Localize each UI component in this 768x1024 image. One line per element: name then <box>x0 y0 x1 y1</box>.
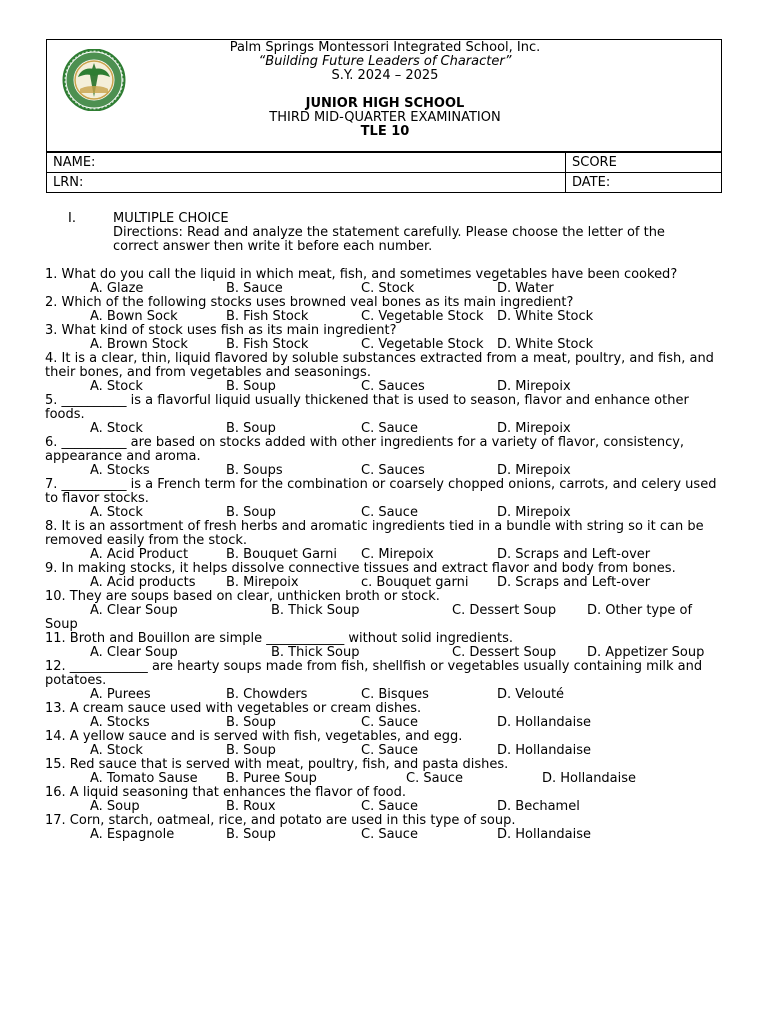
question-options <box>45 338 721 352</box>
question-text: 1. What do you call the liquid in which meat, fish, and sometimes vegetables have been cooked? <box>45 267 678 282</box>
answer-option: B. Thick Soup <box>271 603 360 618</box>
section-title: MULTIPLE CHOICE <box>113 211 229 226</box>
answer-option: c. Bouquet garni <box>361 575 469 590</box>
answer-option: D. Scraps and Left-over <box>497 547 651 562</box>
answer-option: C. Sauce <box>361 715 418 730</box>
question-text: 3. What kind of stock uses fish as its main ingredient? <box>45 323 397 338</box>
question-text: 7. __________ is a French term for the combination or coarsely chopped onions, carrots, and celery used to flavor stocks. <box>45 477 717 506</box>
school-name: Palm Springs Montessori Integrated School, Inc. <box>229 40 541 55</box>
answer-option: B. Puree Soup <box>226 771 317 786</box>
answer-option: D. Appetizer Soup <box>587 645 705 660</box>
answer-option: A. Stock <box>90 743 143 758</box>
answer-option: B. Soup <box>226 421 276 436</box>
answer-option: C. Sauces <box>361 379 425 394</box>
answer-option: D. Scraps and Left-over <box>497 575 651 590</box>
answer-option: C. Sauce <box>361 799 418 814</box>
question-text: 12. ____________ are hearty soups made from fish, shellfish or vegetables usually containing milk and potatoes. <box>45 659 703 688</box>
answer-option: D. Hollandaise <box>542 771 637 786</box>
question-options <box>45 772 721 786</box>
answer-option: C. Sauce <box>361 743 418 758</box>
answer-option: A. Stock <box>90 421 143 436</box>
date-field[interactable]: DATE: <box>566 173 722 193</box>
answer-option: C. Stock <box>361 281 415 296</box>
answer-option: B. Fish Stock <box>226 309 309 324</box>
answer-option: D. Water <box>497 281 554 296</box>
section-directions: Directions: Read and analyze the statement carefully. Please choose the letter of the correct answer then write it before each number. <box>113 225 665 254</box>
answer-option: A. Stock <box>90 505 143 520</box>
option-continuation: Soup <box>45 617 78 632</box>
question-options <box>45 380 721 394</box>
question-options <box>45 310 721 324</box>
answer-option: C. Sauce <box>361 505 418 520</box>
answer-option: A. Glaze <box>90 281 144 296</box>
answer-option: D. Mirepoix <box>497 505 571 520</box>
question-options <box>45 422 721 436</box>
student-info-table <box>46 152 722 193</box>
header-text-block <box>47 41 723 139</box>
answer-option: C. Vegetable Stock <box>361 337 484 352</box>
question-text: 9. In making stocks, it helps dissolve connective tissues and extract flavor and body from bones. <box>45 561 676 576</box>
answer-option: B. Sauce <box>226 281 283 296</box>
answer-option: A. Tomato Sause <box>90 771 198 786</box>
answer-option: D. Bechamel <box>497 799 580 814</box>
answer-option: A. Stocks <box>90 715 150 730</box>
question-options <box>45 744 721 758</box>
exam-header <box>46 39 722 152</box>
question-text: 11. Broth and Bouillon are simple ____________ without solid ingredients. <box>45 631 513 646</box>
question-text: 15. Red sauce that is served with meat, poultry, fish, and pasta dishes. <box>45 757 509 772</box>
answer-option: D. Mirepoix <box>497 463 571 478</box>
score-field[interactable]: SCORE <box>566 153 722 173</box>
answer-option: D. Mirepoix <box>497 379 571 394</box>
answer-option: B. Mirepoix <box>226 575 299 590</box>
answer-option: D. White Stock <box>497 309 594 324</box>
answer-option: B. Chowders <box>226 687 308 702</box>
answer-option: B. Soup <box>226 827 276 842</box>
question-options <box>45 800 721 814</box>
question-options <box>45 548 721 562</box>
question-options <box>45 688 721 702</box>
answer-option: A. Soup <box>90 799 140 814</box>
answer-option: C. Mirepoix <box>361 547 434 562</box>
answer-option: A. Clear Soup <box>90 645 178 660</box>
answer-option: D. Other type of <box>587 603 693 618</box>
question-text: 5. __________ is a flavorful liquid usually thickened that is used to season, flavor and enhance other foods. <box>45 393 689 422</box>
question-options <box>45 464 721 478</box>
question-text: 2. Which of the following stocks uses browned veal bones as its main ingredient? <box>45 295 574 310</box>
question-text: 14. A yellow sauce and is served with fish, vegetables, and egg. <box>45 729 463 744</box>
answer-option: D. Hollandaise <box>497 743 592 758</box>
answer-option: C. Sauces <box>361 463 425 478</box>
school-motto: “Building Future Leaders of Character” <box>258 54 512 69</box>
answer-option: B. Roux <box>226 799 276 814</box>
question-text: 4. It is a clear, thin, liquid flavored by soluble substances extracted from a meat, poultry, and fish, and their bones, and from vegetables and seasonings. <box>45 351 714 380</box>
question-options <box>45 646 721 660</box>
lrn-field[interactable]: LRN: <box>47 173 566 193</box>
answer-option: B. Soup <box>226 743 276 758</box>
answer-option: B. Soup <box>226 715 276 730</box>
question-text: 16. A liquid seasoning that enhances the flavor of food. <box>45 785 407 800</box>
question-options <box>45 576 721 590</box>
answer-option: C. Sauce <box>361 421 418 436</box>
answer-option: C. Sauce <box>406 771 463 786</box>
question-options <box>45 604 721 618</box>
school-level: JUNIOR HIGH SCHOOL <box>305 96 465 111</box>
school-year: S.Y. 2024 – 2025 <box>331 68 439 83</box>
answer-option: A. Acid Product <box>90 547 189 562</box>
answer-option: C. Bisques <box>361 687 429 702</box>
answer-option: C. Sauce <box>361 827 418 842</box>
answer-option: D. Hollandaise <box>497 715 592 730</box>
question-options <box>45 828 721 842</box>
question-text: 8. It is an assortment of fresh herbs and aromatic ingredients tied in a bundle with string so it can be removed easily from the stock. <box>45 519 704 548</box>
answer-option: A. Clear Soup <box>90 603 178 618</box>
answer-option: B. Fish Stock <box>226 337 309 352</box>
exam-subject: TLE 10 <box>360 124 410 139</box>
question-text: 6. __________ are based on stocks added with other ingredients for a variety of flavor, consistency, appearance and aroma. <box>45 435 685 464</box>
answer-option: A. Espagnole <box>90 827 175 842</box>
question-text: 10. They are soups based on clear, unthicken broth or stock. <box>45 589 440 604</box>
answer-option: A. Purees <box>90 687 151 702</box>
answer-option: A. Brown Stock <box>90 337 188 352</box>
answer-option: C. Vegetable Stock <box>361 309 484 324</box>
answer-option: A. Bown Sock <box>90 309 178 324</box>
question-list <box>45 268 721 842</box>
answer-option: D. Hollandaise <box>497 827 592 842</box>
question-options <box>45 716 721 730</box>
answer-option: C. Dessert Soup <box>452 603 557 618</box>
answer-option: A. Stocks <box>90 463 150 478</box>
answer-option: B. Soups <box>226 463 283 478</box>
answer-option: A. Stock <box>90 379 143 394</box>
answer-option: B. Thick Soup <box>271 645 360 660</box>
question-text: 17. Corn, starch, oatmeal, rice, and potato are used in this type of soup. <box>45 813 516 828</box>
answer-option: B. Bouquet Garni <box>226 547 338 562</box>
answer-option: D. White Stock <box>497 337 594 352</box>
question-options <box>45 506 721 520</box>
question-options <box>45 282 721 296</box>
question-text: 13. A cream sauce used with vegetables or cream dishes. <box>45 701 422 716</box>
answer-option: C. Dessert Soup <box>452 645 557 660</box>
answer-option: B. Soup <box>226 379 276 394</box>
exam-title: THIRD MID-QUARTER EXAMINATION <box>269 110 501 125</box>
name-field[interactable]: NAME: <box>47 153 566 173</box>
answer-option: B. Soup <box>226 505 276 520</box>
answer-option: D. Velouté <box>497 687 565 702</box>
section-number: I. <box>68 211 76 226</box>
answer-option: A. Acid products <box>90 575 196 590</box>
answer-option: D. Mirepoix <box>497 421 571 436</box>
